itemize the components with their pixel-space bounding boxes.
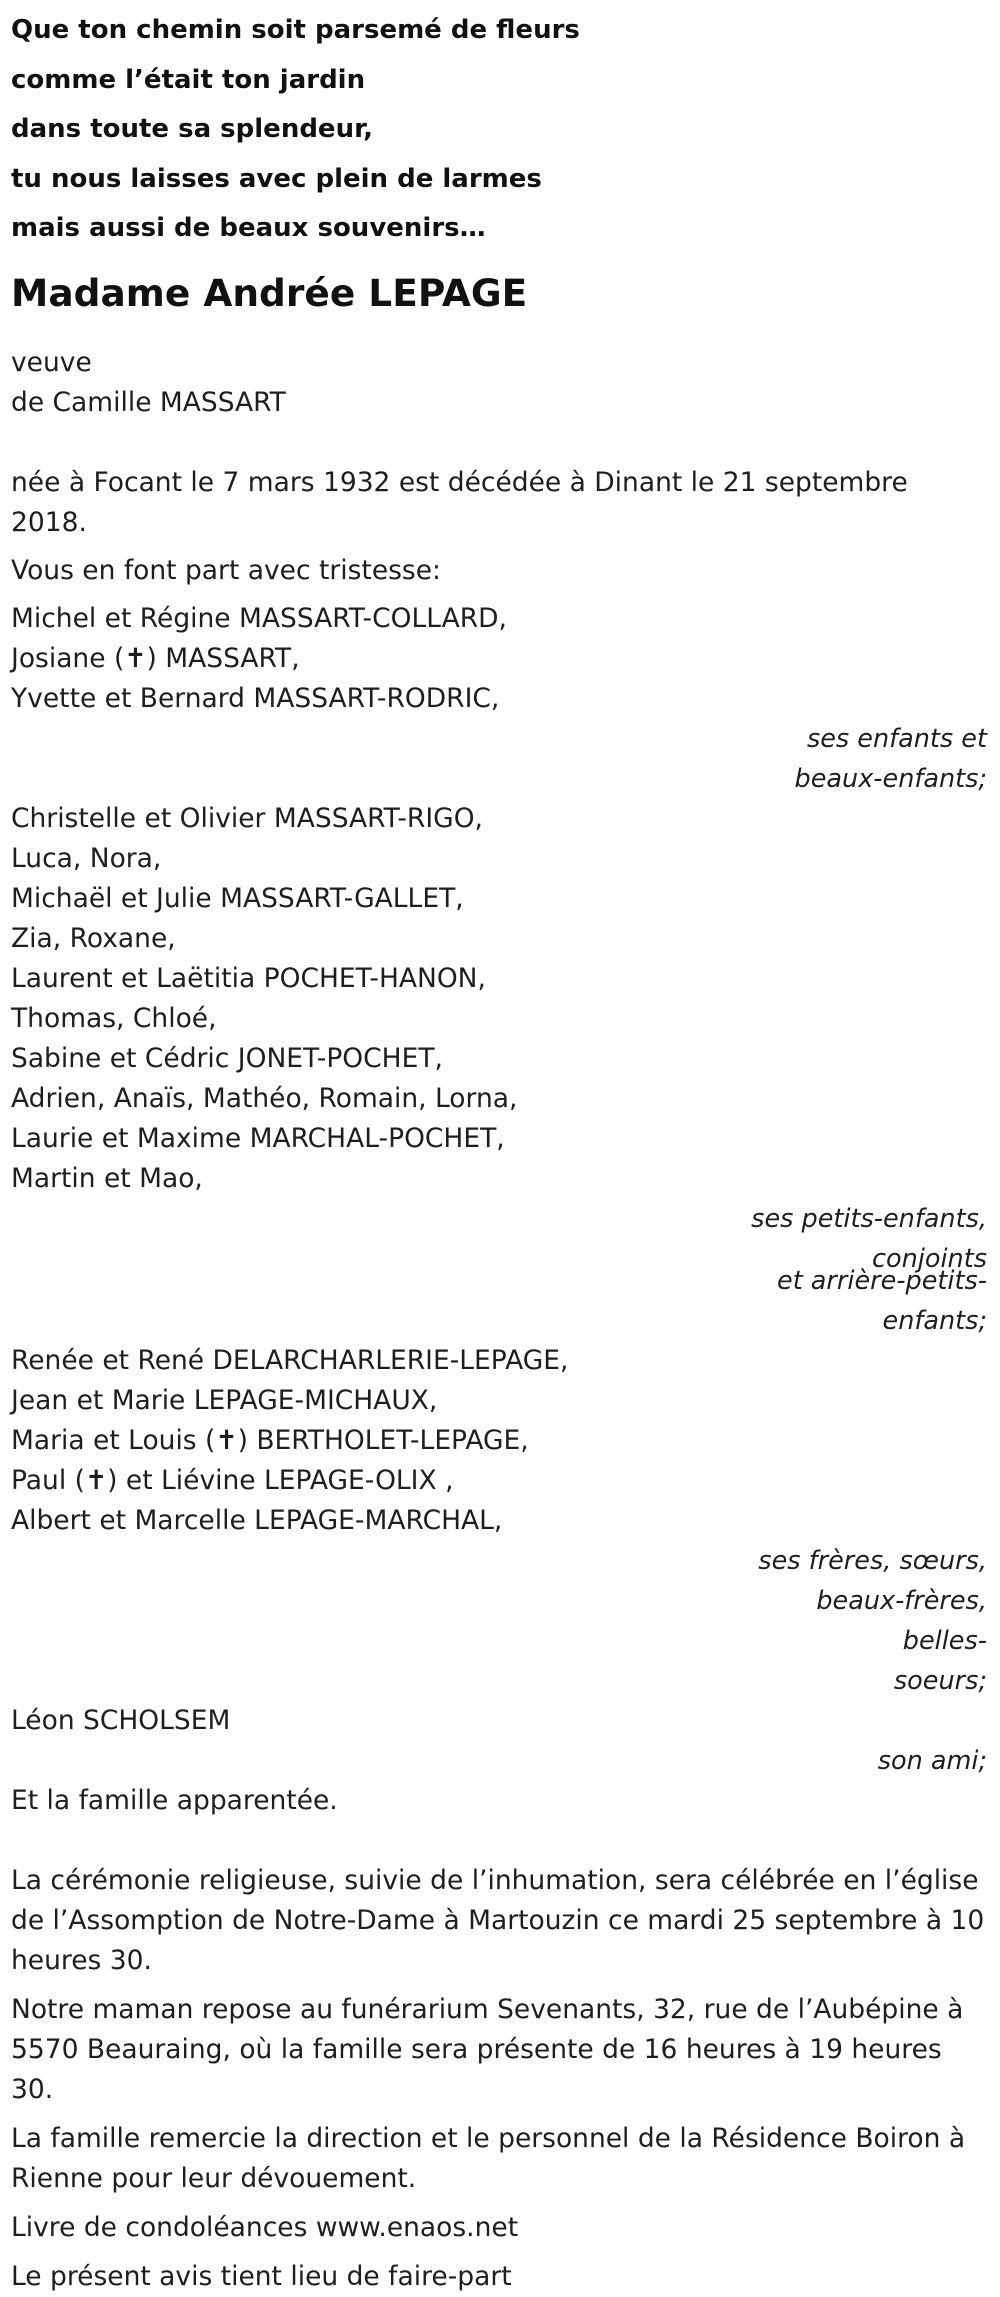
- list-item: Martin et Mao,: [11, 1162, 203, 1194]
- great-grandchildren-relation: [727, 1261, 987, 1341]
- condolences-paragraph: Livre de condoléances www.enaos.net: [11, 2211, 519, 2243]
- friend-name: Léon SCHOLSEM: [11, 1704, 231, 1736]
- children-relation: [727, 719, 987, 799]
- family-text: Et la famille apparentée.: [11, 1784, 338, 1816]
- siblings-relation: [727, 1541, 987, 1701]
- poem-line: tu nous laisses avec plein de larmes: [11, 163, 542, 194]
- list-item: Renée et René DELARCHARLERIE-LEPAGE,: [11, 1344, 569, 1376]
- ceremony-paragraph: La cérémonie religieuse, suivie de l’inhumation, sera célébrée en l’église de l’Assomption de Notre-Dame à Martouzin ce mardi 25 septembre à 10 heures 30.: [11, 1864, 985, 1976]
- friend-relation: son ami;: [877, 1745, 987, 1776]
- list-item: Christelle et Olivier MASSART-RIGO,: [11, 802, 483, 834]
- relation-line: et arrière-petits-: [777, 1265, 987, 1296]
- poem-line: dans toute sa splendeur,: [11, 114, 373, 144]
- notice-paragraph: Le présent avis tient lieu de faire-part: [11, 2260, 512, 2292]
- thanks-paragraph: La famille remercie la direction et le personnel de la Résidence Boiron à Rienne pour leur dévouement.: [11, 2122, 966, 2194]
- list-item: Laurent et Laëtitia POCHET-HANON,: [11, 962, 486, 994]
- list-item: Laurie et Maxime MARCHAL-POCHET,: [11, 1122, 505, 1154]
- relation-line: enfants;: [882, 1305, 987, 1336]
- siblings-list: [11, 1341, 987, 1541]
- grandchildren-list: [11, 799, 987, 1199]
- poem: [11, 6, 987, 254]
- list-item: Maria et Louis (✝) BERTHOLET-LEPAGE,: [11, 1424, 529, 1456]
- poem-line: comme l’était ton jardin: [11, 64, 366, 95]
- poem-line: Que ton chemin soit parsemé de fleurs: [11, 15, 580, 45]
- announce-text: Vous en font part avec tristesse:: [11, 554, 441, 586]
- widow-line: de Camille MASSART: [11, 386, 286, 418]
- list-item: Yvette et Bernard MASSART-RODRIC,: [11, 682, 500, 714]
- relation-line: ses petits-enfants,: [751, 1203, 987, 1234]
- relation-line: conjoints: [872, 1243, 987, 1274]
- list-item: Adrien, Anaïs, Mathéo, Romain, Lorna,: [11, 1082, 518, 1114]
- list-item: Thomas, Chloé,: [11, 1002, 217, 1034]
- relation-line: beaux-enfants;: [794, 763, 987, 794]
- relation-line: ses frères, sœurs,: [758, 1545, 987, 1576]
- list-item: Michaël et Julie MASSART-GALLET,: [11, 882, 464, 914]
- relation-line: beaux-frères, belles-: [816, 1585, 987, 1656]
- list-item: Luca, Nora,: [11, 842, 162, 874]
- list-item: Michel et Régine MASSART-COLLARD,: [11, 602, 507, 634]
- birth-death: née à Focant le 7 mars 1932 est décédée à Dinant le 21 septembre 2018.: [11, 466, 908, 538]
- obituary-notice: [11, 0, 987, 2297]
- list-item: Albert et Marcelle LEPAGE-MARCHAL,: [11, 1504, 503, 1536]
- list-item: Sabine et Cédric JONET-POCHET,: [11, 1042, 443, 1074]
- deceased-name: Madame Andrée LEPAGE: [11, 270, 528, 315]
- widow-line: veuve: [11, 346, 92, 378]
- list-item: Josiane (✝) MASSART,: [11, 642, 300, 674]
- widow-info: [11, 343, 987, 423]
- relation-line: ses enfants et: [806, 723, 987, 754]
- list-item: Zia, Roxane,: [11, 922, 176, 954]
- relation-line: soeurs;: [893, 1665, 987, 1696]
- list-item: Jean et Marie LEPAGE-MICHAUX,: [11, 1384, 438, 1416]
- list-item: Paul (✝) et Liévine LEPAGE-OLIX ,: [11, 1464, 454, 1496]
- funerarium-paragraph: Notre maman repose au funérarium Sevenants, 32, rue de l’Aubépine à 5570 Beauraing, où la famille sera présente de 16 heures à 19 heures 30.: [11, 1993, 964, 2105]
- poem-line: mais aussi de beaux souvenirs…: [11, 213, 486, 243]
- children-list: [11, 599, 987, 719]
